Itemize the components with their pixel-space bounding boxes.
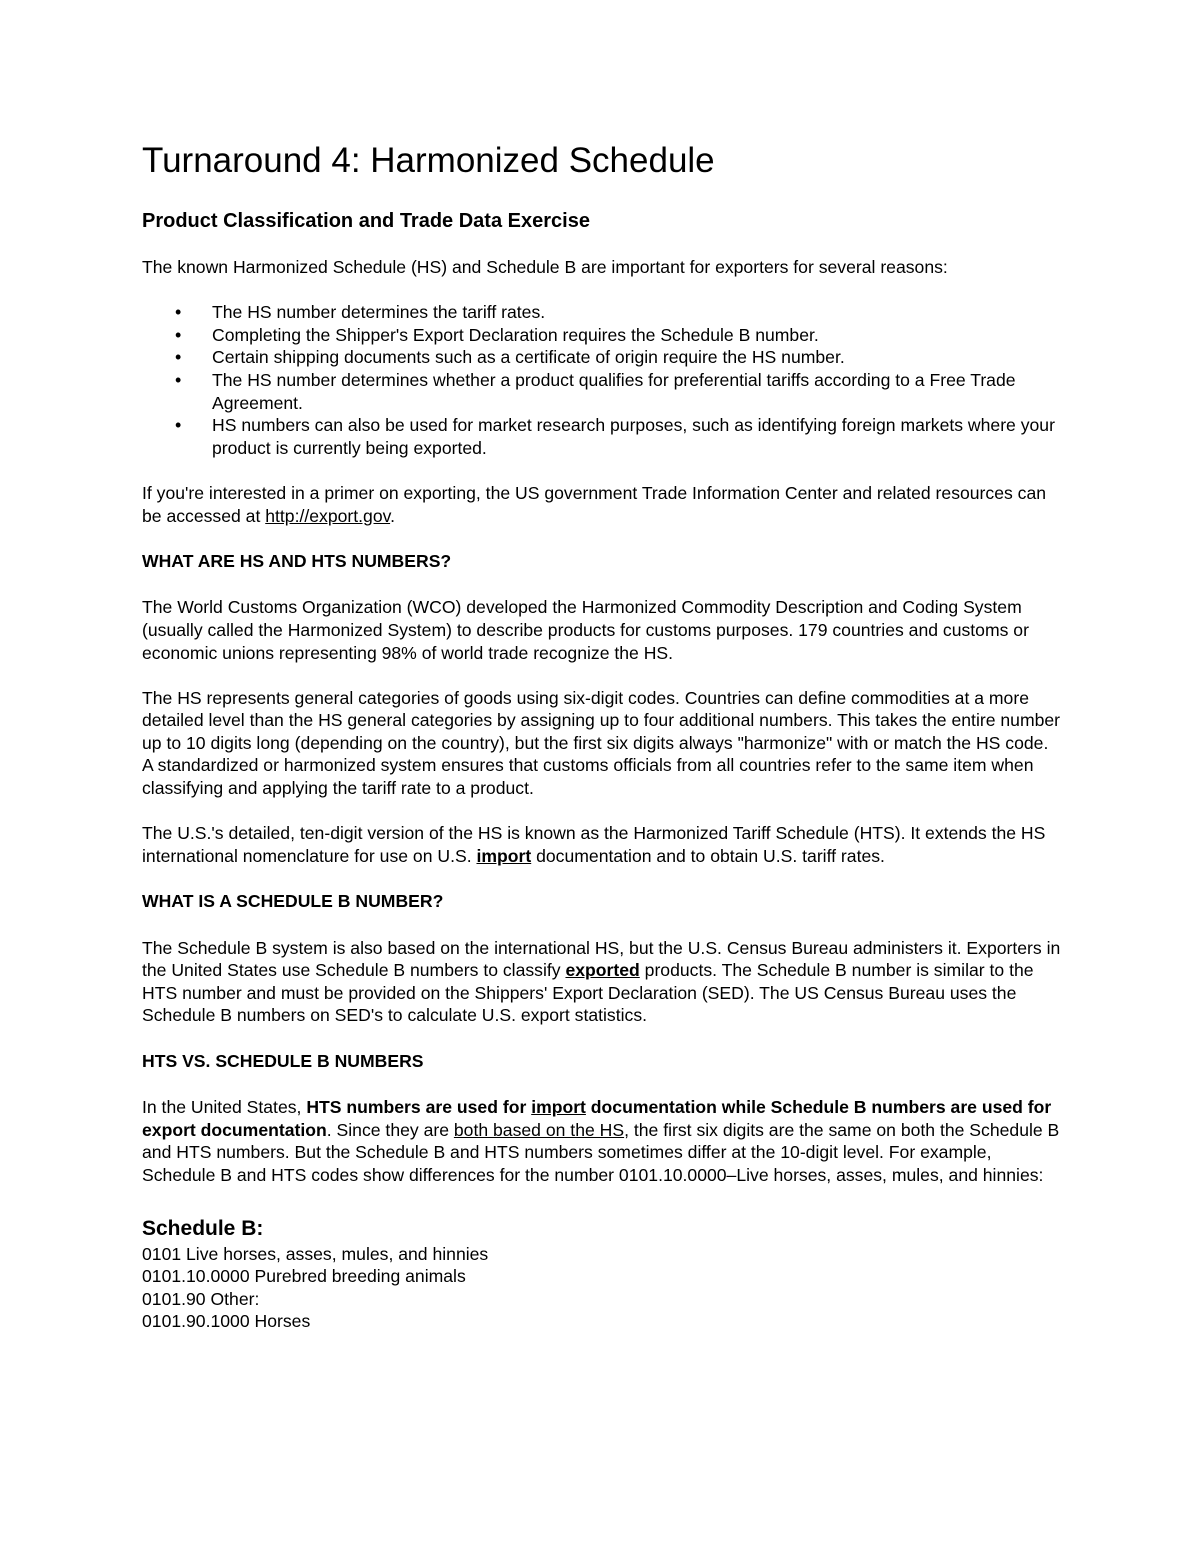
- text-run: The Schedule B system is also based on the international HS, but the U.S. Census Bureau administers it. Exporters in the United States use Schedule B numbers to classify: [142, 937, 1061, 981]
- schedule-b-line: 0101.90.1000 Horses: [142, 1311, 311, 1332]
- bullet-icon: •: [175, 347, 182, 368]
- hs-hts-paragraph-1: The World Customs Organization (WCO) developed the Harmonized Commodity Description and Coding System (usually called the Harmonized System) to describe products for customs purposes. 179 countries and customs or economic unions representing 98% of world trade recognize the HS.: [142, 597, 1029, 663]
- hs-hts-paragraph-2: The HS represents general categories of goods using six-digit codes. Countries can define commodities at a more detailed level than the HS general categories by assigning up to four additional numbers. This takes the entire number up to 10 digits long (depending on the country), but the first six digits always "harmonize" with or match the HS code. A standardized or harmonized system ensures that customs officials from all countries refer to the same item when classifying and applying the tariff rate to a product.: [142, 687, 1061, 799]
- primer-text: If you're interested in a primer on exporting, the US government Trade Information Center and related resources can be accessed at: [142, 482, 1047, 526]
- intro-paragraph: The known Harmonized Schedule (HS) and Schedule B are important for exporters for several reasons:: [142, 257, 948, 277]
- list-item: [142, 346, 1062, 369]
- list-item-text: The HS number determines whether a product qualifies for preferential tariffs according to a Free Trade Agreement.: [212, 369, 1016, 413]
- section-heading-hts-vs-schedule-b: HTS VS. SCHEDULE B NUMBERS: [142, 1050, 424, 1071]
- import-emphasis: import: [476, 845, 532, 866]
- primer-paragraph: [142, 482, 1062, 527]
- document-title: Turnaround 4: Harmonized Schedule: [142, 141, 715, 180]
- bold-run: HTS numbers are used for: [306, 1097, 532, 1118]
- schedule-b-line: 0101.10.0000 Purebred breeding animals: [142, 1266, 466, 1287]
- underlined-run: both based on the HS: [453, 1119, 625, 1140]
- text-run: products. The Schedule B number is similar to the HTS number and must be provided on the Shippers' Export Declaration (SED). The US Census Bureau uses the Schedule B numbers on SED's to calculate U.S. export statistics.: [142, 960, 1034, 1026]
- list-item: [142, 414, 1062, 459]
- schedule-b-line: 0101.90 Other:: [142, 1288, 260, 1309]
- text-run: In the United States,: [142, 1097, 307, 1118]
- primer-period: .: [390, 505, 395, 526]
- text-run: . Since they are: [326, 1119, 454, 1140]
- list-item: [142, 369, 1062, 414]
- bullet-icon: •: [175, 415, 182, 436]
- schedule-b-heading: Schedule B:: [142, 1216, 264, 1240]
- schedule-b-line: 0101 Live horses, asses, mules, and hinnies: [142, 1243, 489, 1264]
- section-heading-hs-hts: WHAT ARE HS AND HTS NUMBERS?: [142, 550, 452, 571]
- list-item: [142, 324, 1062, 347]
- bullet-icon: •: [175, 302, 182, 323]
- list-item-text: Completing the Shipper's Export Declaration requires the Schedule B number.: [212, 324, 819, 345]
- bold-run: documentation while Schedule B numbers are used for export documentation: [142, 1097, 1052, 1140]
- hs-hts-paragraph-3: [142, 822, 1062, 867]
- import-emphasis: import: [531, 1097, 586, 1118]
- document-subtitle: Product Classification and Trade Data Exercise: [142, 210, 590, 232]
- text-run: documentation and to obtain U.S. tariff rates.: [531, 845, 885, 866]
- export-gov-link[interactable]: http://export.gov: [265, 505, 391, 526]
- bullet-icon: •: [175, 324, 182, 345]
- text-run: The U.S.'s detailed, ten-digit version of the HS is known as the Harmonized Tariff Schedule (HTS). It extends the HS international nomenclature for use on U.S.: [142, 823, 1046, 866]
- document-page: [142, 140, 1062, 1333]
- list-item-text: HS numbers can also be used for market research purposes, such as identifying foreign markets where your product is currently being exported.: [212, 415, 1055, 458]
- list-item: [142, 301, 1062, 324]
- bullet-icon: •: [175, 369, 182, 390]
- schedule-b-paragraph: [142, 937, 1062, 1027]
- list-item-text: The HS number determines the tariff rates.: [212, 302, 546, 323]
- exported-emphasis: exported: [565, 960, 640, 981]
- section-heading-schedule-b: WHAT IS A SCHEDULE B NUMBER?: [142, 891, 444, 912]
- text-run: , the first six digits are the same on both the Schedule B and HTS numbers. But the Schedule B and HTS numbers sometimes differ at the 10-digit level. For example, Schedule B and HTS codes show differences for the number 0101.10.0000–Live horses, asses, mules, and hinnies:: [142, 1119, 1060, 1185]
- list-item-text: Certain shipping documents such as a certificate of origin require the HS number.: [212, 347, 845, 368]
- reasons-list: [142, 301, 1062, 459]
- hts-vs-schedule-b-paragraph: [142, 1096, 1062, 1186]
